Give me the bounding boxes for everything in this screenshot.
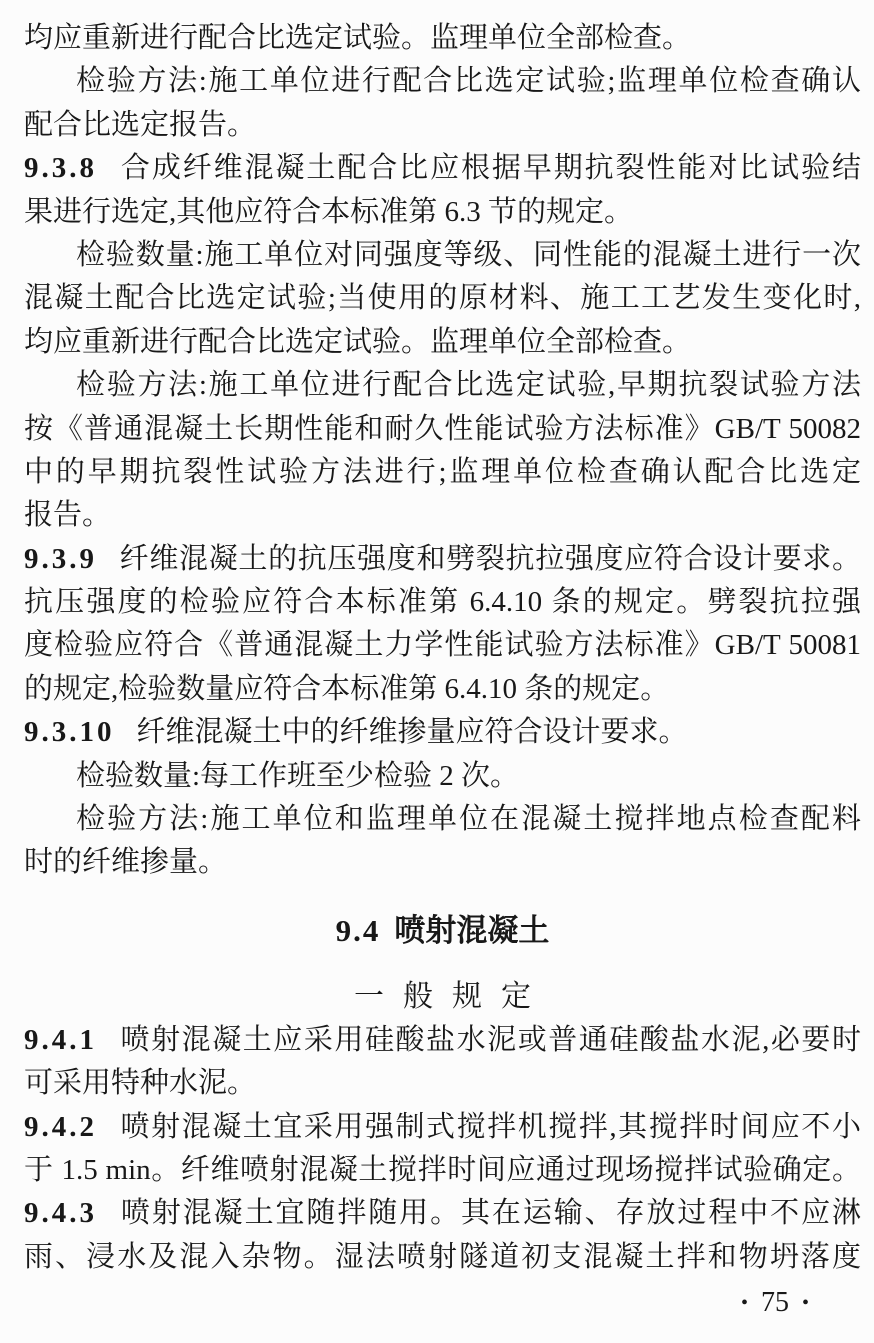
paragraph-line: 均应重新进行配合比选定试验。监理单位全部检查。 (24, 325, 692, 358)
clause-line (24, 1192, 861, 1235)
clause-number: 9.4.3 (24, 1197, 97, 1230)
paragraph-line: 报告。 (24, 499, 112, 532)
paragraph-line: 果进行选定,其他应符合本标准第 6.3 节的规定。 (24, 195, 634, 228)
clause-number: 9.3.9 (24, 542, 97, 575)
clause-number: 9.4.2 (24, 1110, 97, 1143)
section-title: 喷射混凝土 (394, 912, 550, 948)
clause-text: 喷射混凝土宜采用强制式搅拌机搅拌,其搅拌时间应不小 (119, 1110, 861, 1143)
clause-line (24, 1019, 861, 1062)
paragraph-line: 时的纤维掺量。 (24, 846, 228, 879)
page-number-value: 75 (760, 1287, 789, 1319)
paragraph-line: 中的早期抗裂性试验方法进行;监理单位检查确认配合比选定 (24, 455, 861, 488)
clause-text: 纤维混凝土中的纤维掺量应符合设计要求。 (136, 716, 688, 749)
paragraph-line: 按《普通混凝土长期性能和耐久性能试验方法标准》GB/T 50082 (24, 412, 861, 445)
paragraph-line: 检验数量:每工作班至少检验 2 次。 (76, 759, 520, 792)
paragraph-line: 于 1.5 min。纤维喷射混凝土搅拌时间应通过现场搅拌试验确定。 (24, 1153, 861, 1186)
paragraph-line: 检验方法:施工单位进行配合比选定试验,早期抗裂试验方法 (76, 369, 861, 402)
clause-line (24, 538, 861, 581)
page-number-left-dot: • (740, 1292, 748, 1315)
paragraph-line: 检验数量:施工单位对同强度等级、同性能的混凝土进行一次 (76, 238, 861, 271)
clause-number: 9.3.10 (24, 716, 115, 749)
section-heading (24, 909, 861, 953)
paragraph-line: 的规定,检验数量应符合本标准第 6.4.10 条的规定。 (24, 672, 670, 705)
paragraph-line: 雨、浸水及混入杂物。湿法喷射隧道初支混凝土拌和物坍落度 (24, 1240, 861, 1273)
page-number (24, 1287, 861, 1319)
paragraph-line: 均应重新进行配合比选定试验。监理单位全部检查。 (24, 22, 692, 54)
paragraph-line: 可采用特种水泥。 (24, 1067, 257, 1100)
clause-text: 喷射混凝土宜随拌随用。其在运输、存放过程中不应淋 (119, 1197, 861, 1230)
paragraph-line: 抗压强度的检验应符合本标准第 6.4.10 条的规定。劈裂抗拉强 (24, 586, 861, 619)
paragraph-line: 混凝土配合比选定试验;当使用的原材料、施工工艺发生变化时, (24, 282, 861, 315)
clause-line (24, 1106, 861, 1149)
page-number-right-dot: • (801, 1292, 809, 1315)
subsection-heading: 一般规定 (354, 979, 550, 1013)
clause-number: 9.3.8 (24, 152, 97, 185)
clause-line (24, 711, 861, 754)
paragraph-line: 配合比选定报告。 (24, 108, 257, 141)
clause-text: 纤维混凝土的抗压强度和劈裂抗拉强度应符合设计要求。 (119, 542, 861, 575)
section-number: 9.4 (335, 912, 381, 948)
paragraph-line: 度检验应符合《普通混凝土力学性能试验方法标准》GB/T 50081 (24, 629, 861, 662)
paragraph-line: 检验方法:施工单位进行配合比选定试验;监理单位检查确认 (76, 65, 861, 98)
paragraph-line: 检验方法:施工单位和监理单位在混凝土搅拌地点检查配料 (76, 803, 861, 836)
clause-text: 合成纤维混凝土配合比应根据早期抗裂性能对比试验结 (119, 152, 861, 185)
clause-text: 喷射混凝土应采用硅酸盐水泥或普通硅酸盐水泥,必要时 (119, 1023, 861, 1056)
clause-line (24, 147, 861, 190)
clause-number: 9.4.1 (24, 1023, 97, 1056)
